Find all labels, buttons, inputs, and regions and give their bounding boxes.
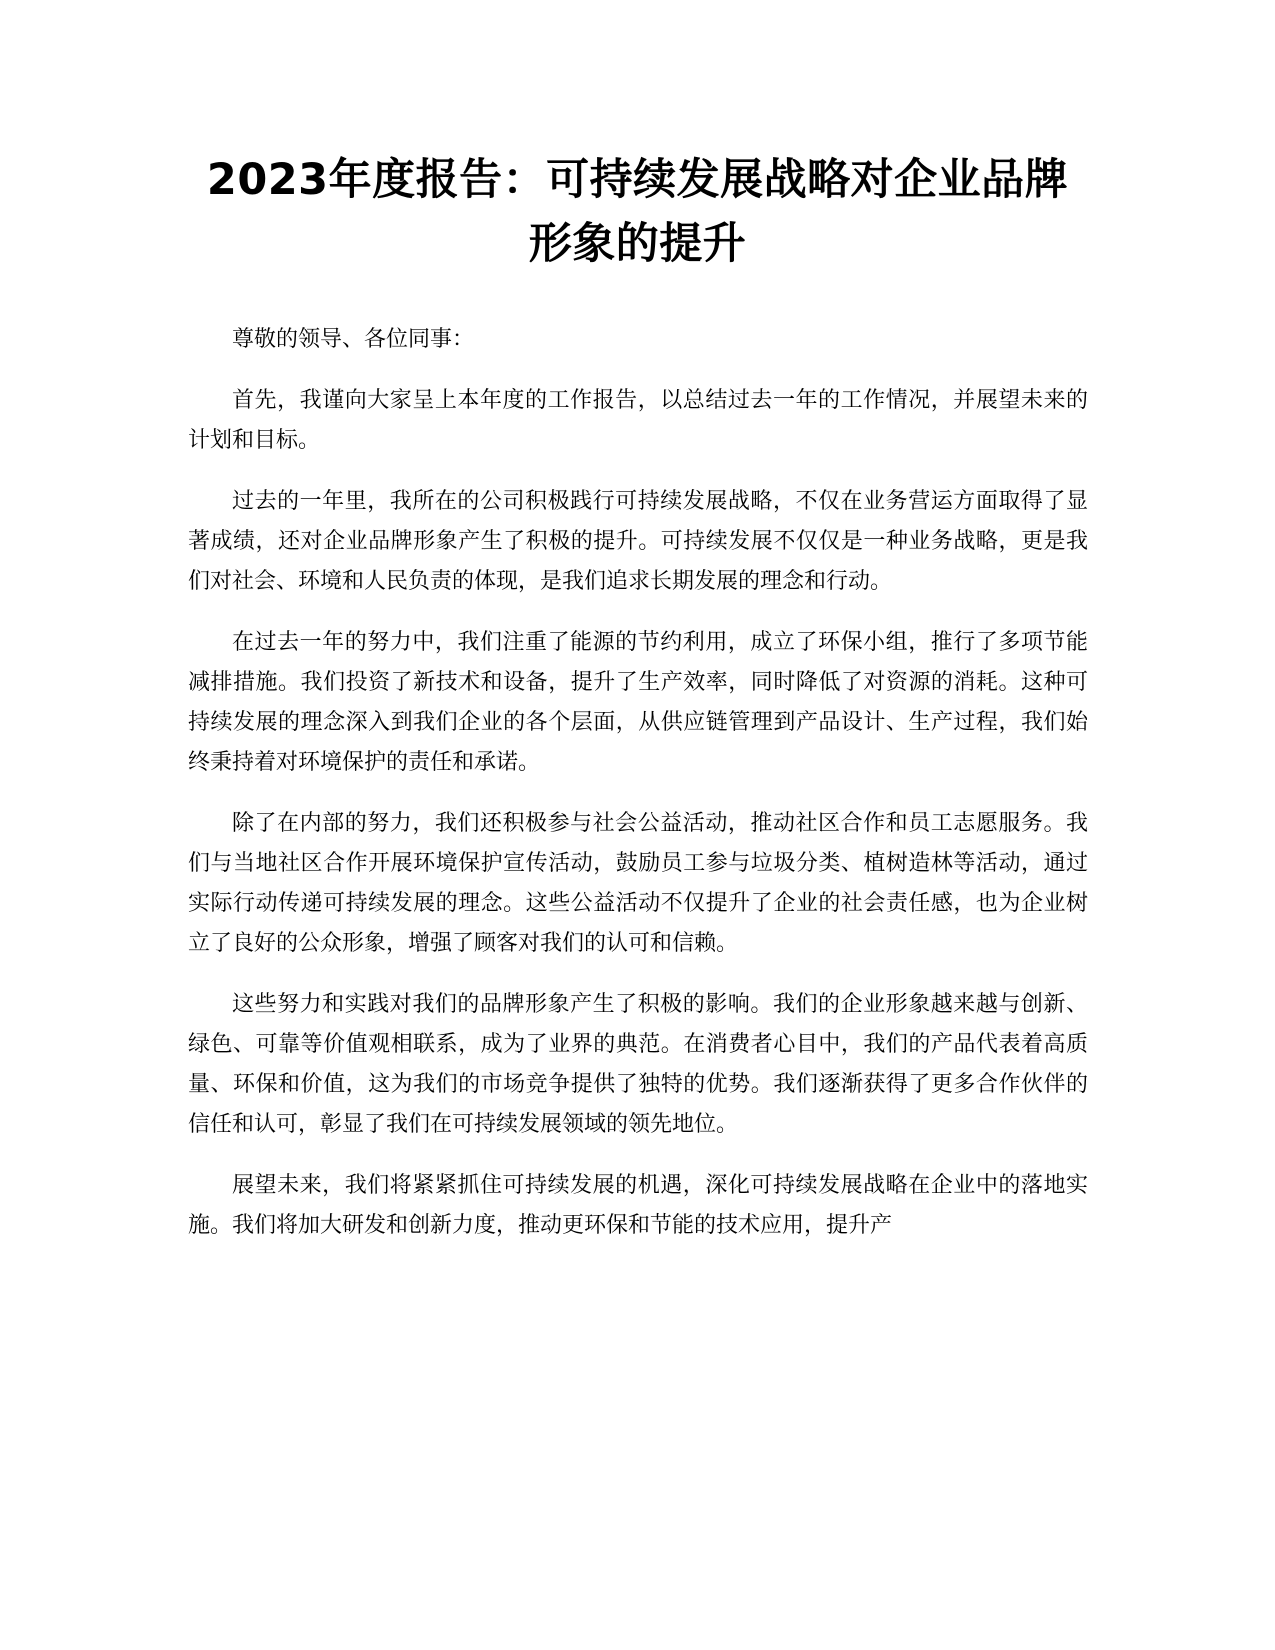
title-line-2: 形象的提升 bbox=[528, 219, 747, 269]
paragraph-6: 展望未来，我们将紧紧抓住可持续发展的机遇，深化可持续发展战略在企业中的落地实施。我们将加大研发和创新力度，推动更环保和节能的技术应用，提升产 bbox=[188, 1173, 1088, 1238]
paragraph-4: 除了在内部的努力，我们还积极参与社会公益活动，推动社区合作和员工志愿服务。我们与当地社区合作开展环境保护宣传活动，鼓励员工参与垃圾分类、植树造林等活动，通过实际行动传递可持续发展的理念。这些公益活动不仅提升了企业的社会责任感，也为企业树立了良好的公众形象，增强了顾客对我们的认可和信赖。 bbox=[188, 811, 1088, 956]
document-title bbox=[150, 148, 1125, 276]
title-line-1: 2023年度报告：可持续发展战略对企业品牌 bbox=[206, 155, 1069, 205]
greeting: 尊敬的领导、各位同事： bbox=[232, 327, 475, 352]
document-body bbox=[188, 320, 1088, 1267]
paragraph-5: 这些努力和实践对我们的品牌形象产生了积极的影响。我们的企业形象越来越与创新、绿色、可靠等价值观相联系，成为了业界的典范。在消费者心目中，我们的产品代表着高质量、环保和价值，这为我们的市场竞争提供了独特的优势。我们逐渐获得了更多合作伙伴的信任和认可，彰显了我们在可持续发展领域的领先地位。 bbox=[188, 992, 1088, 1137]
paragraph-3: 在过去一年的努力中，我们注重了能源的节约利用，成立了环保小组，推行了多项节能减排措施。我们投资了新技术和设备，提升了生产效率，同时降低了对资源的消耗。这种可持续发展的理念深入到我们企业的各个层面，从供应链管理到产品设计、生产过程，我们始终秉持着对环境保护的责任和承诺。 bbox=[188, 630, 1088, 775]
paragraph-2: 过去的一年里，我所在的公司积极践行可持续发展战略，不仅在业务营运方面取得了显著成绩，还对企业品牌形象产生了积极的提升。可持续发展不仅仅是一种业务战略，更是我们对社会、环境和人民负责的体现，是我们追求长期发展的理念和行动。 bbox=[188, 489, 1088, 594]
paragraph-1: 首先，我谨向大家呈上本年度的工作报告，以总结过去一年的工作情况，并展望未来的计划和目标。 bbox=[188, 388, 1088, 453]
